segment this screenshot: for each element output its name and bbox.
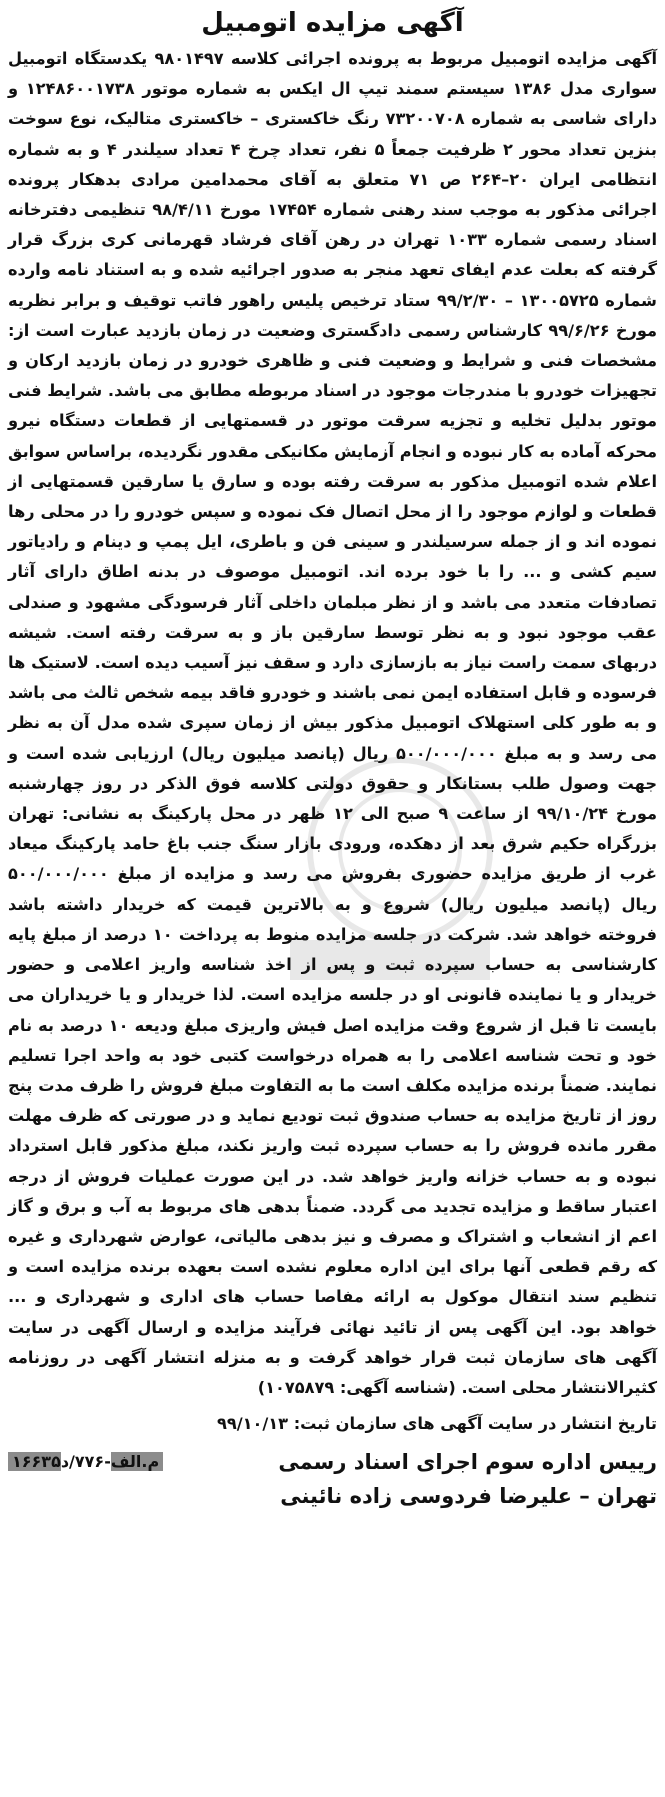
notice-code — [8, 1447, 163, 1477]
notice-code-rest: -۷۷۶/د — [60, 1452, 111, 1472]
auction-notice — [8, 6, 657, 1537]
signature-title: رییس اداره سوم اجرای اسناد رسمی — [278, 1450, 657, 1475]
notice-title: آگهی مزایده اتومبیل — [201, 8, 464, 38]
publication-date: تاریخ انتشار در سایت آگهی های سازمان ثبت: ۹۹/۱۰/۱۳ — [216, 1414, 657, 1434]
signature-block — [278, 1445, 657, 1513]
notice-body: آگهی مزایده اتومبیل مربوط به پرونده اجرائی کلاسه ۹۸۰۱۴۹۷ یکدستگاه اتومبیل سواری مدل ۱۳۸۶ سیستم سمند تیپ ال ایکس به شماره موتور ۱۲۴۸۶۰۰۱۷۳۸ و دارای شاسی به شماره ۷۳۲۰۰۷۰۸ رنگ خاکستری – خاکستری متالیک، نوع سوخت بنزین تعداد محور ۲ ظرفیت جمعاً ۵ نفر، تعداد چرخ ۴ تعداد سیلندر ۴ و به شماره انتظامی ایران ۲۰–۲۶۴ ص ۷۱ متعلق به آقای محمدامین مرادی بدهکار پرونده اجرائی مذکور به موجب سند رهنی شماره ۱۷۴۵۴ مورخ ۹۸/۴/۱۱ تنظیمی دفترخانه اسناد رسمی شماره ۱۰۳۳ تهران در رهن آقای فرشاد قهرمانی کری بزرگ قرار گرفته که بعلت عدم ایفای تعهد منجر به صدور اجرائیه شده و به استناد نامه وارده شماره ۱۳۰۰۵۷۲۵ – ۹۹/۲/۳۰ ستاد ترخیص پلیس راهور فاتب توقیف و برابر نظریه مورخ ۹۹/۶/۲۶ کارشناس رسمی دادگستری وضعیت در زمان بازدید عبارت است از: مشخصات فنی و شرایط و وضعیت فنی و ظاهری خودرو در زمان بازدید ارکان و تجهیزات خودرو با مندرجات موجود در اسناد مربوطه مطابق می باشد. شرایط فنی موتور بدلیل تخلیه و تجزیه سرقت موتور در قسمتهایی از قطعات دستگاه نیرو محرکه آماده به کار نبوده و انجام آزمایش مکانیکی مقدور نگردیده، براساس سوابق اعلام شده اتومبیل مذکور به سرقت رفته بوده و سارق یا سارقین قسمتهایی از قطعات و لوازم موجود را از محل اتصال فک نموده و سپس خودرو را در محلی رها نموده اند و از جمله سرسیلندر و سینی فن و باطری، ایل پمپ و دینام و رادیاتور سیم کشی و ... را با خود برده اند. اتومبیل موصوف در بدنه اطاق دارای آثار تصادفات متعدد می باشد و از نظر مبلمان داخلی آثار فرسودگی مشهود و صندلی عقب موجود نبود و به نظر توسط سارقین باز و به سرقت رفته است. شیشه دربهای سمت راست نیاز به بازسازی دارد و سقف نیز آسیب دیده است. لاستیک ها فرسوده و قابل استفاده ایمن نمی باشند و خودرو فاقد بیمه شخص ثالث می باشد و به طور کلی استهلاک اتومبیل مذکور بیش از زمان سپری شده مدل آن به نظر می رسد و به مبلغ ۵۰۰/۰۰۰/۰۰۰ ریال (پانصد میلیون ریال) ارزیابی شده است و جهت وصول طلب بستانکار و حقوق دولتی کلاسه فوق الذکر در روز چهارشنبه مورخ ۹۹/۱۰/۲۴ از ساعت ۹ صبح الی ۱۲ ظهر در محل پارکینگ به نشانی: تهران بزرگراه حکیم شرق بعد از دهکده، ورودی بازار سنگ جنب باغ حامد پارکینگ میعاد غرب از طریق مزایده حضوری بفروش می رسد و مزایده از مبلغ ۵۰۰/۰۰۰/۰۰۰ ریال (پانصد میلیون ریال) شروع و به بالاترین قیمت که خریدار داشته باشد فروخته خواهد شد. شرکت در جلسه مزایده منوط به پرداخت ۱۰ درصد از مبلغ پایه کارشناسی به حساب سپرده ثبت و پس از اخذ شناسه واریز اعلامی و حضور خریدار و یا نماینده قانونی او در جلسه مزایده است. لذا خریدار و یا خریداران می بایست تا قبل از شروع وقت مزایده اصل فیش واریزی مبلغ ودیعه ۱۰ درصد به نام خود و تحت شناسه اعلامی را به همراه درخواست کتبی خود به واحد اجرا تسلیم نمایند. ضمناً برنده مزایده مکلف است ما به التفاوت مبلغ فروش را ظرف مدت پنج روز از تاریخ مزایده به حساب صندوق ثبت تودیع نماید و در صورتی که ظرف مهلت مقرر مانده فروش را به حساب سپرده ثبت واریز نکند، مبلغ مذکور قابل استرداد نبوده و به حساب خزانه واریز خواهد شد. در این صورت عملیات فروش از درجه اعتبار ساقط و مزایده تجدید می گردد. ضمناً بدهی های مربوط به آب و برق و گاز اعم از انشعاب و اشتراک و مصرف و نیز بدهی مالیاتی، عوارض شهرداری و غیره که رقم قطعی آنها برای این اداره معلوم نشده است بعهده برنده مزایده است و تنظیم سند انتقال موکول به ارائه مفاصا حساب های اداری و شهرداری و ... خواهد بود. این آگهی پس از تائید نهائی فرآیند مزایده و ارسال آگهی در سایت آگهی های سازمان ثبت قرار خواهد گرفت و به منزله انتشار آگهی در روزنامه کثیرالانتشار محلی است. (شناسه آگهی: ۱۰۷۵۸۷۹) — [8, 49, 658, 1397]
signature-name: تهران – علیرضا فردوسی زاده نائینی — [280, 1484, 657, 1509]
notice-footer — [8, 1441, 657, 1537]
notice-code-highlight: ۱۶۶۳۵م.الف — [8, 1452, 163, 1471]
